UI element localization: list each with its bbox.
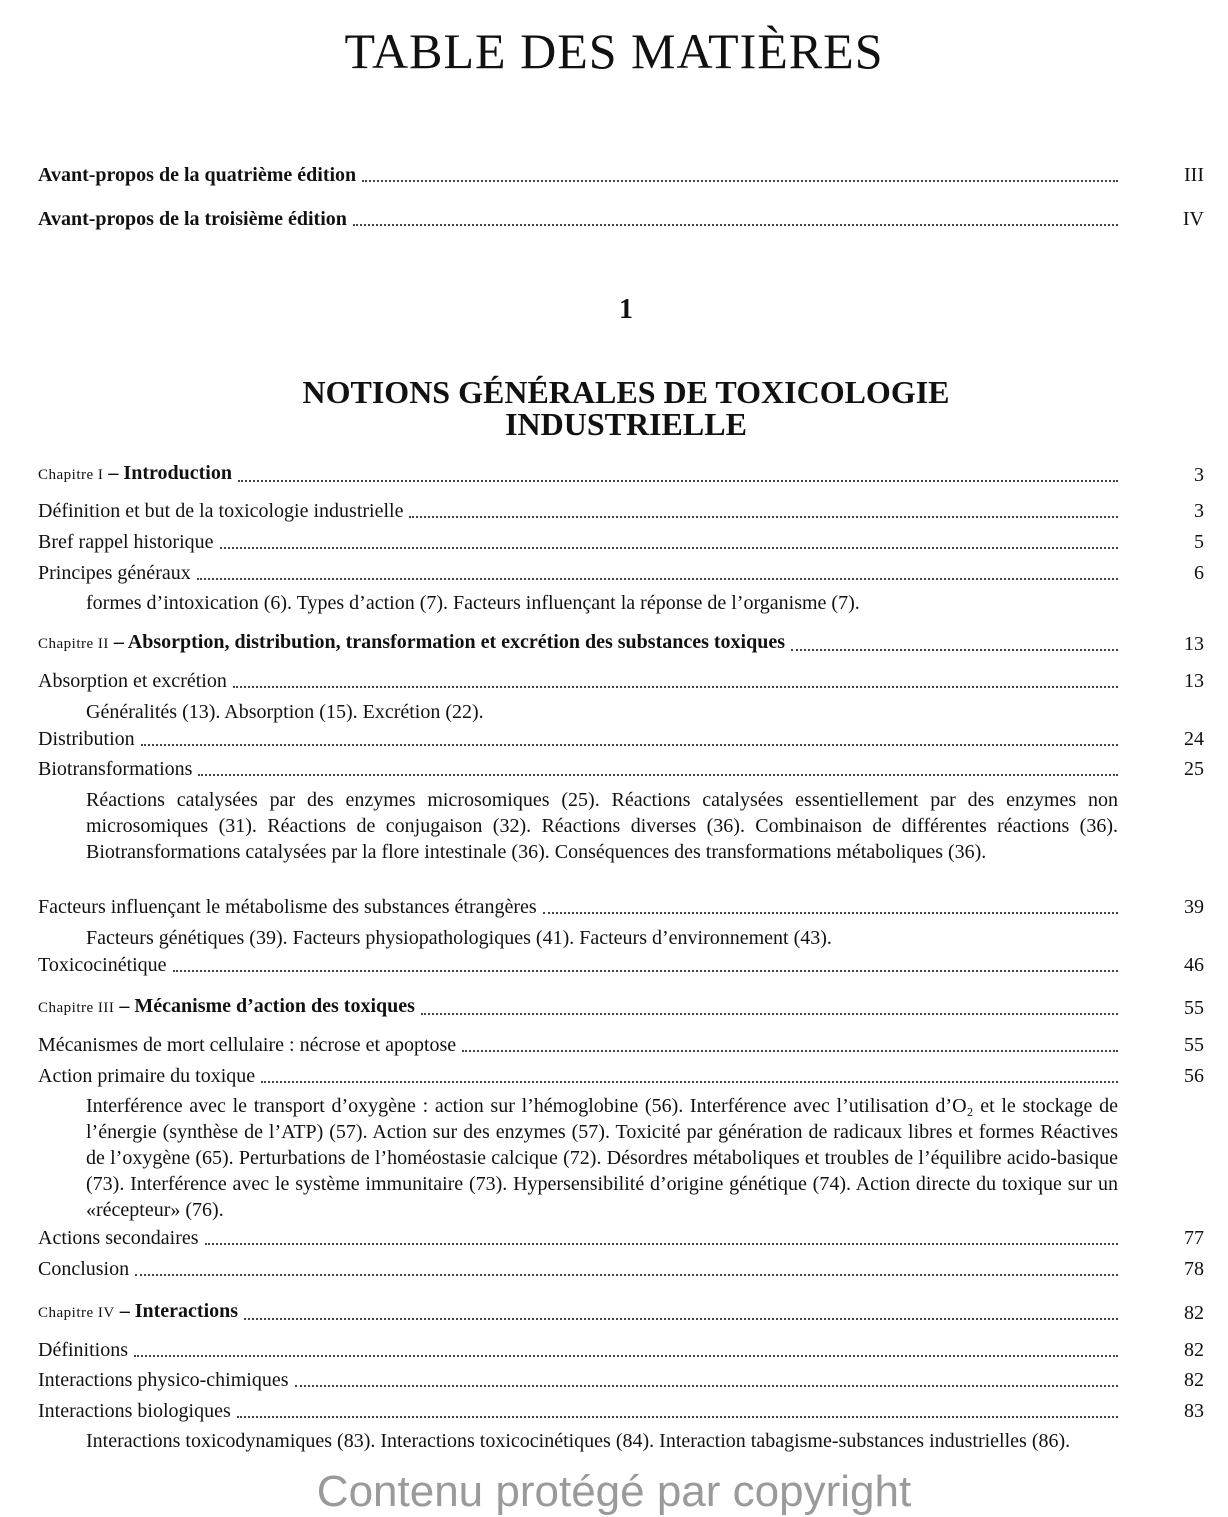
leader-dots — [353, 224, 1118, 226]
toc-page: 13 — [1184, 670, 1204, 692]
toc-subentries: Réactions catalysées par des enzymes microsomiques (25). Réactions catalysées essentiellement par des enzymes non microsomiques (31). Réactions de conjugaison (32). Réactions diverses (36). Combinaison de différentes réactions (36). Biotransformations catalysées par la flore intestinale (36). Conséquences des transformations métaboliques (36). — [86, 789, 1118, 863]
toc-page: 3 — [1194, 464, 1204, 486]
toc-page: 55 — [1184, 997, 1204, 1019]
toc-label: Facteurs influençant le métabolisme des substances étrangères — [38, 896, 537, 918]
leader-dots — [238, 480, 1118, 482]
part-number: 1 — [619, 294, 633, 325]
toc-subentries: formes d’intoxication (6). Types d’action (7). Facteurs influençant la réponse de l’organisme (7). — [86, 592, 860, 614]
leader-dots — [233, 686, 1118, 688]
toc-page: 13 — [1184, 633, 1204, 655]
toc-entry[interactable] — [38, 1225, 1204, 1251]
chapter-prefix: Chapitre IV — [38, 1305, 115, 1321]
toc-entry[interactable] — [38, 1398, 1204, 1424]
toc-label: Mécanismes de mort cellulaire : nécrose et apoptose — [38, 1034, 457, 1056]
toc-entry[interactable] — [38, 894, 1204, 920]
toc-entry[interactable] — [38, 529, 1204, 555]
toc-page: 25 — [1184, 758, 1204, 780]
toc-entry[interactable] — [38, 1337, 1204, 1363]
toc-label: Action primaire du toxique — [38, 1065, 256, 1087]
toc-page: 24 — [1184, 728, 1204, 750]
toc-label: Bref rappel historique — [38, 531, 214, 553]
leader-dots — [791, 649, 1118, 651]
toc-entry[interactable] — [38, 1256, 1204, 1282]
part-title-line: NOTIONS GÉNÉRALES DE TOXICOLOGIE — [302, 374, 950, 410]
leader-dots — [198, 774, 1118, 776]
toc-page: 82 — [1184, 1302, 1204, 1324]
toc-page: IV — [1182, 208, 1204, 230]
toc-page: 3 — [1194, 500, 1204, 522]
chapter-title: – Introduction — [108, 462, 232, 484]
toc-label: Distribution — [38, 728, 135, 750]
toc-entry[interactable] — [38, 726, 1204, 752]
toc-subentries: Interférence avec le transport d’oxygène : action sur l’hémoglobine (56). Interférence avec l’utilisation d’O₂ et le stockage de l’énergie (synthèse de l’ATP) (57). Action sur des enzymes (57). Toxicité par génération de radicaux libres et formes Réactives de l’oxygène (65). Perturbations de l’homéostasie calcique (72). Désordres métaboliques et troubles de l’équilibre acido-basique (73). Interférence avec le système immunitaire (73). Hypersensibilité d’origine génétique (74). Action directe du toxique sur un «récepteur» (76). — [86, 1095, 1118, 1221]
toc-label: Avant-propos de la troisième édition — [38, 208, 347, 230]
leader-dots — [409, 516, 1118, 518]
copyright-watermark: Contenu protégé par copyright — [316, 1467, 912, 1516]
toc-entry[interactable] — [38, 952, 1204, 978]
toc-entry[interactable] — [38, 1032, 1204, 1058]
toc-entry[interactable] — [38, 560, 1204, 586]
toc-page: 39 — [1184, 896, 1204, 918]
toc-label: Définitions — [38, 1339, 128, 1361]
toc-page: 56 — [1184, 1065, 1204, 1087]
chapter-heading[interactable] — [38, 631, 1204, 657]
toc-label: Définition et but de la toxicologie industrielle — [38, 500, 404, 522]
leader-dots — [197, 578, 1118, 580]
toc-page: 77 — [1184, 1227, 1204, 1249]
toc-page: 6 — [1194, 562, 1204, 584]
leader-dots — [134, 1355, 1118, 1357]
toc-page: 5 — [1194, 531, 1204, 553]
toc-label: Interactions physico-chimiques — [38, 1369, 289, 1391]
part-title-line: INDUSTRIELLE — [505, 406, 747, 442]
toc-entry[interactable] — [38, 498, 1204, 524]
toc-entry[interactable] — [38, 756, 1204, 782]
chapter-heading[interactable] — [38, 995, 1204, 1021]
toc-entry-front[interactable] — [38, 162, 1204, 188]
leader-dots — [362, 180, 1118, 182]
toc-entry[interactable] — [38, 1367, 1204, 1393]
page-title: TABLE DES MATIÈRES — [344, 23, 884, 79]
leader-dots — [173, 970, 1118, 972]
toc-label: Biotransformations — [38, 758, 193, 780]
toc-label: Actions secondaires — [38, 1227, 199, 1249]
leader-dots — [543, 912, 1118, 914]
leader-dots — [421, 1013, 1118, 1015]
toc-entry[interactable] — [38, 1063, 1204, 1089]
leader-dots — [237, 1416, 1118, 1418]
leader-dots — [295, 1385, 1119, 1387]
chapter-title: – Absorption, distribution, transformation et excrétion des substances toxiques — [113, 631, 786, 653]
toc-page: 78 — [1184, 1258, 1204, 1280]
leader-dots — [141, 744, 1118, 746]
leader-dots — [220, 547, 1119, 549]
leader-dots — [205, 1243, 1118, 1245]
toc-label: Conclusion — [38, 1258, 130, 1280]
toc-page: 82 — [1184, 1339, 1204, 1361]
chapter-prefix: Chapitre I — [38, 467, 104, 483]
toc-page: 83 — [1184, 1400, 1204, 1422]
toc-subentries: Généralités (13). Absorption (15). Excrétion (22). — [86, 701, 484, 723]
chapter-prefix: Chapitre III — [38, 1000, 115, 1016]
toc-entry[interactable] — [38, 668, 1204, 694]
chapter-title: – Mécanisme d’action des toxiques — [119, 995, 415, 1017]
toc-page: III — [1184, 164, 1204, 186]
toc-label: Toxicocinétique — [38, 954, 167, 976]
toc-page: 46 — [1184, 954, 1204, 976]
leader-dots — [261, 1081, 1118, 1083]
toc-label: Absorption et excrétion — [38, 670, 227, 692]
chapter-heading[interactable] — [38, 462, 1204, 488]
part-title — [0, 376, 1228, 440]
toc-page: 55 — [1184, 1034, 1204, 1056]
leader-dots — [135, 1274, 1118, 1276]
chapter-title: – Interactions — [119, 1300, 239, 1322]
toc-subentries: Facteurs génétiques (39). Facteurs physiopathologiques (41). Facteurs d’environnement (43). — [86, 927, 832, 949]
chapter-prefix: Chapitre II — [38, 636, 109, 652]
toc-entry-front[interactable] — [38, 206, 1204, 232]
leader-dots — [244, 1318, 1118, 1320]
chapter-heading[interactable] — [38, 1300, 1204, 1326]
leader-dots — [462, 1050, 1118, 1052]
toc-subentries: Interactions toxicodynamiques (83). Interactions toxicocinétiques (84). Interaction tabagisme-substances industrielles (86). — [86, 1430, 1071, 1452]
toc-page: 82 — [1184, 1369, 1204, 1391]
toc-label: Avant-propos de la quatrième édition — [38, 164, 357, 186]
toc-label: Principes généraux — [38, 562, 191, 584]
toc-label: Interactions biologiques — [38, 1400, 231, 1422]
